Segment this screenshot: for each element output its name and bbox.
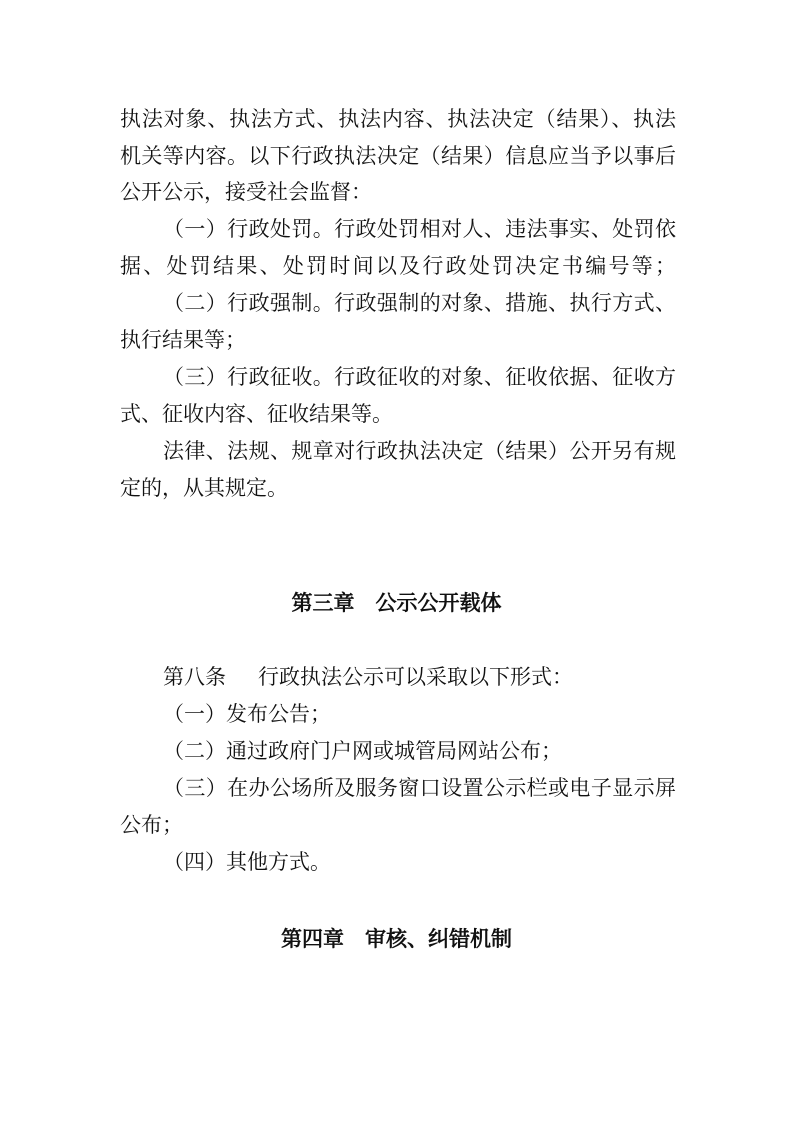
article-label: 第八条 — [163, 665, 226, 689]
paragraph-line: 法律、法规、规章对行政执法决定（结果）公开另有规 — [163, 439, 676, 463]
list-item-line: （二）行政强制。行政强制的对象、措施、执行方式、 — [163, 291, 676, 315]
paragraph-line: 公开公示，接受社会监督： — [120, 180, 372, 204]
chapter-heading: 第三章 公示公开载体 — [291, 591, 502, 615]
paragraph-line: 执法对象、执法方式、执法内容、执法决定（结果）、执法 — [120, 107, 676, 131]
list-item-line: （一）发布公告； — [163, 702, 331, 726]
paragraph-line: 机关等内容。以下行政执法决定（结果）信息应当予以事后 — [120, 144, 676, 168]
list-item-line: 公布； — [120, 813, 183, 837]
article-text: 行政执法公示可以采取以下形式： — [258, 665, 573, 689]
paragraph-line: 定的，从其规定。 — [120, 476, 288, 500]
list-item-line: 据、处罚结果、处罚时间以及行政处罚决定书编号等； — [120, 254, 676, 278]
article-line — [163, 663, 676, 691]
list-item-line: 式、征收内容、征收结果等。 — [120, 402, 393, 426]
list-item-line: （一）行政处罚。行政处罚相对人、违法事实、处罚依 — [163, 217, 676, 241]
chapter-heading: 第四章 审核、纠错机制 — [281, 927, 512, 951]
list-item-line: 执行结果等； — [120, 328, 246, 352]
list-item-line: （三）在办公场所及服务窗口设置公示栏或电子显示屏 — [163, 776, 676, 800]
list-item-line: （二）通过政府门户网或城管局网站公布； — [163, 739, 562, 763]
list-item-line: （四）其他方式。 — [163, 850, 331, 874]
list-item-line: （三）行政征收。行政征收的对象、征收依据、征收方 — [163, 365, 676, 389]
